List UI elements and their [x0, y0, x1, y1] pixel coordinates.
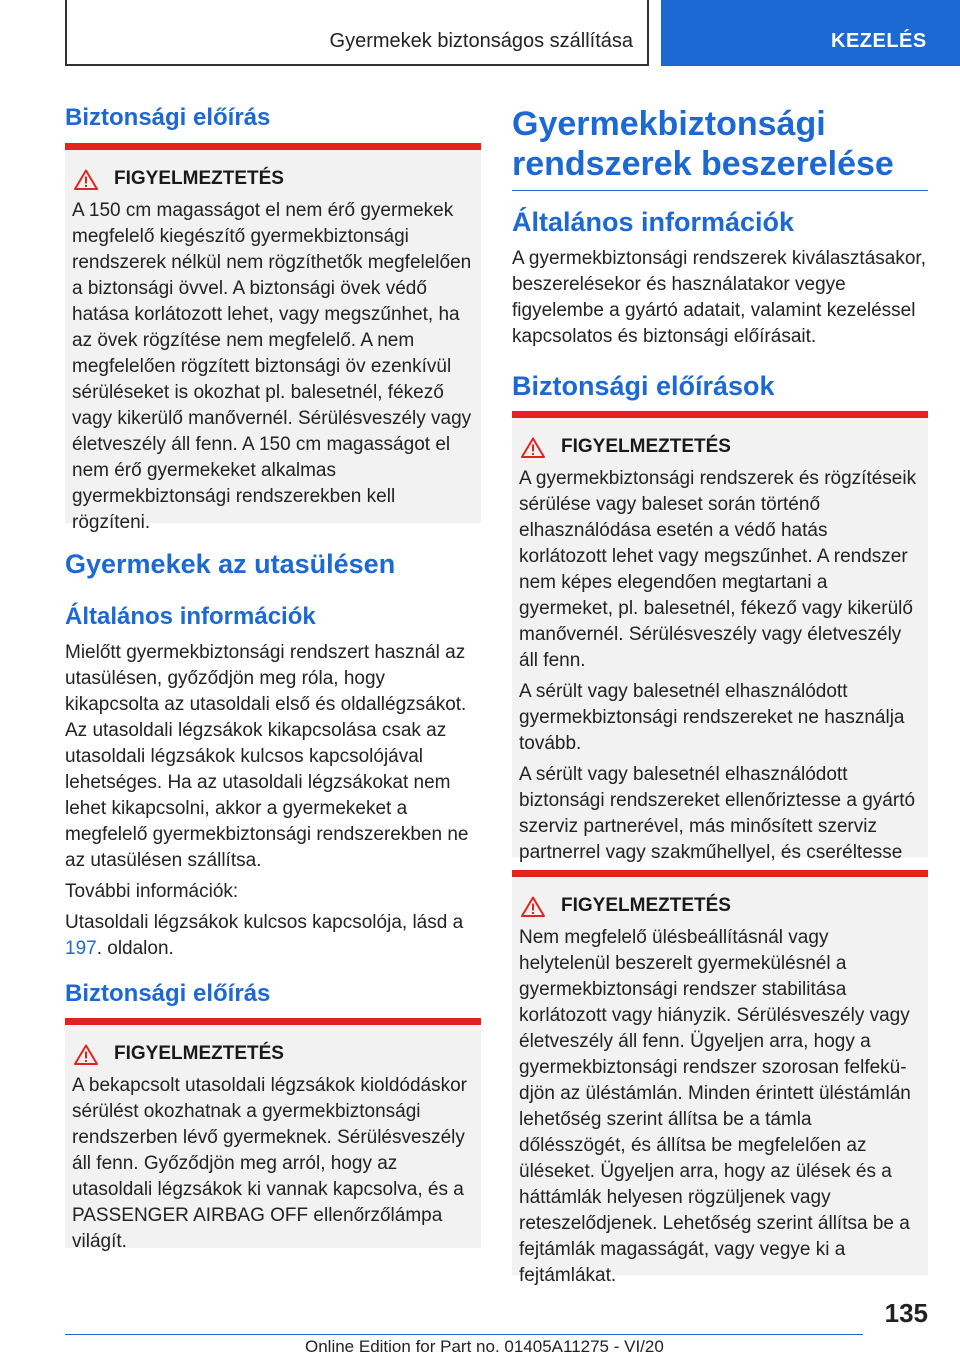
warning-title: FIGYELMEZTETÉS [561, 895, 731, 916]
warning-title: FIGYELMEZTETÉS [114, 1043, 284, 1064]
warning-triangle-icon [521, 437, 545, 458]
warning-text: A bekapcsolt utasoldali légzsákok kioldódáskor sérülést okozhatnak a gyermekbiztonsági rendszerben lévő gyermeknek. Sérülésveszély áll fenn. Győződjön meg arról, hogy az utasoldali légzsákok ki vannak kapcsolva, és a PASSENGER AIRBAG OFF ellenőrzőlámpa világít. [72, 1075, 468, 1252]
warning-paragraph: A gyermekbiztonsági rendszerek és rögzítéseik sérülése vagy baleset során történő elhasználódása esetén a védő hatás korlátozott lehet vagy megszűnhet. A rendszer nem képes elegendően megtartani a gyermeket, pl. balesetnél, fékező vagy kikerülő manővernél. Sérülésveszély vagy életveszély áll fenn. [519, 468, 917, 671]
page-header [0, 0, 960, 66]
page-reference-link[interactable]: 197 [65, 938, 97, 959]
warning-text: A 150 cm magasságot el nem érő gyermekek megfelelő kiegészítő gyermekbiztonsági rendszerek nélkül nem rögzíthetők megfelelően a biztonsági övvel. A biztonsági övek védő hatása korlátozott lehet, vagy megszűnhet, ha az övek rögzítése nem megfelelő. A nem megfelelően rögzített biztonsági öv ezenkívül sérüléseket is okozhat pl. balesetnél, fékező vagy kikerülő manővernél. Sérülésveszély vagy életveszély áll fenn. A 150 cm magasságot el nem érő gyermekeket alkalmas gyermekbiztonsági rendszerekben kell rögzíteni. [72, 200, 472, 533]
reference-suffix: . oldalon. [96, 938, 174, 959]
heading-children-passenger-seat: Gyermekek az utasülésen [65, 549, 396, 579]
warning-text: Nem megfelelő ülésbeállításnál vagy helytelenül beszerelt gyermekülésnél a gyermekbiztonsági rendszer stabilitása korlátozott vagy hiányzik. Sérülésveszély vagy életveszély áll fenn. Ügyeljen arra, hogy a gyermekbiztonsági rendszer szorosan felfeküdjön az üléstámlán. Minden érintett üléstámlán lehetőség szerint állítsa be a támla dőlésszögét, és állítsa be megfelelően az üléseket. Ügyeljen arra, hogy az ülések és a háttámlák helyesen rögzüljenek vagy reteszelődjenek. Lehetőség szerint állítsa be a fejtámlák magasságát, vagy vegye ki a fejtámlákat. [519, 927, 911, 1286]
warning-triangle-icon [74, 1044, 98, 1065]
header-section-box [65, 0, 649, 66]
header-section-title: Gyermekek biztonságos szállítása [329, 30, 633, 52]
warning-box-1 [65, 143, 481, 533]
warning-box-2 [65, 1018, 481, 1252]
warning-header [519, 436, 920, 458]
warning-paragraph: A sérült vagy balesetnél elhasználódott gyermekbiztonsági rendszereket ne használja tovább. [519, 681, 905, 754]
reference-line [65, 910, 481, 962]
heading-install-child-seats: Gyermekbiztonsági rendszerek beszerelése [512, 104, 928, 191]
warning-header [519, 895, 920, 917]
warning-triangle-icon [74, 169, 98, 190]
heading-general-info: Általános információk [512, 207, 795, 237]
warning-header [72, 168, 473, 190]
header-chapter-label: KEZELÉS [831, 30, 927, 52]
warning-triangle-icon [521, 896, 545, 917]
footer-edition: Online Edition for Part no. 01405A11275 - VI/20 [305, 1337, 664, 1356]
heading-general-info: Általános információk [65, 603, 316, 630]
warning-header [72, 1043, 473, 1065]
warning-box-3 [512, 411, 928, 863]
footer-rule [65, 1334, 863, 1335]
heading-safety-rule-2: Biztonsági előírás [65, 980, 271, 1007]
more-info-label: További információk: [65, 881, 239, 902]
heading-safety-rules: Biztonsági előírások [512, 371, 775, 401]
warning-paragraph: A sérült vagy balesetnél elhasználódott biztonsági rendszereket ellenőriztesse a gyártó szerviz partnerével, más minősített szerviz partnerrel vagy szakműhellyel, és cseréltesse [519, 764, 916, 863]
page-number: 135 [884, 1298, 928, 1328]
reference-prefix: Utasoldali légzsákok kulcsos kapcsolója, lásd a [65, 912, 464, 933]
header-chapter-tab [661, 0, 960, 66]
warning-text [519, 466, 920, 892]
general-info-text: Mielőtt gyermekbiztonsági rendszert használ az utasülésen, győződjön meg róla, hogy kikapcsolta az utasoldali első és oldallégzsákot. Az utasoldali légzsákok kikapcsolása csak az utasoldali légzsákok kulcsos kapcsolójával lehetséges. Ha az utasoldali légzsákokat nem lehet kikapcsolni, akkor a gyermekeket a megfelelő gyermekbiztonsági rendszerekben ne az utasülésen szállítsa. [65, 642, 469, 871]
heading-safety-rule-1: Biztonsági előírás [65, 104, 271, 131]
warning-title: FIGYELMEZTETÉS [561, 436, 731, 457]
warning-title: FIGYELMEZTETÉS [114, 168, 284, 189]
warning-box-4 [512, 870, 928, 1286]
general-info-text: A gyermekbiztonsági rendszerek kiválasztásakor, beszerelésekor és használatakor vegye figyelembe a gyártó adatait, valamint kezeléssel kapcsolatos és biztonsági előírásait. [512, 248, 926, 347]
general-info-text-block [65, 640, 481, 967]
